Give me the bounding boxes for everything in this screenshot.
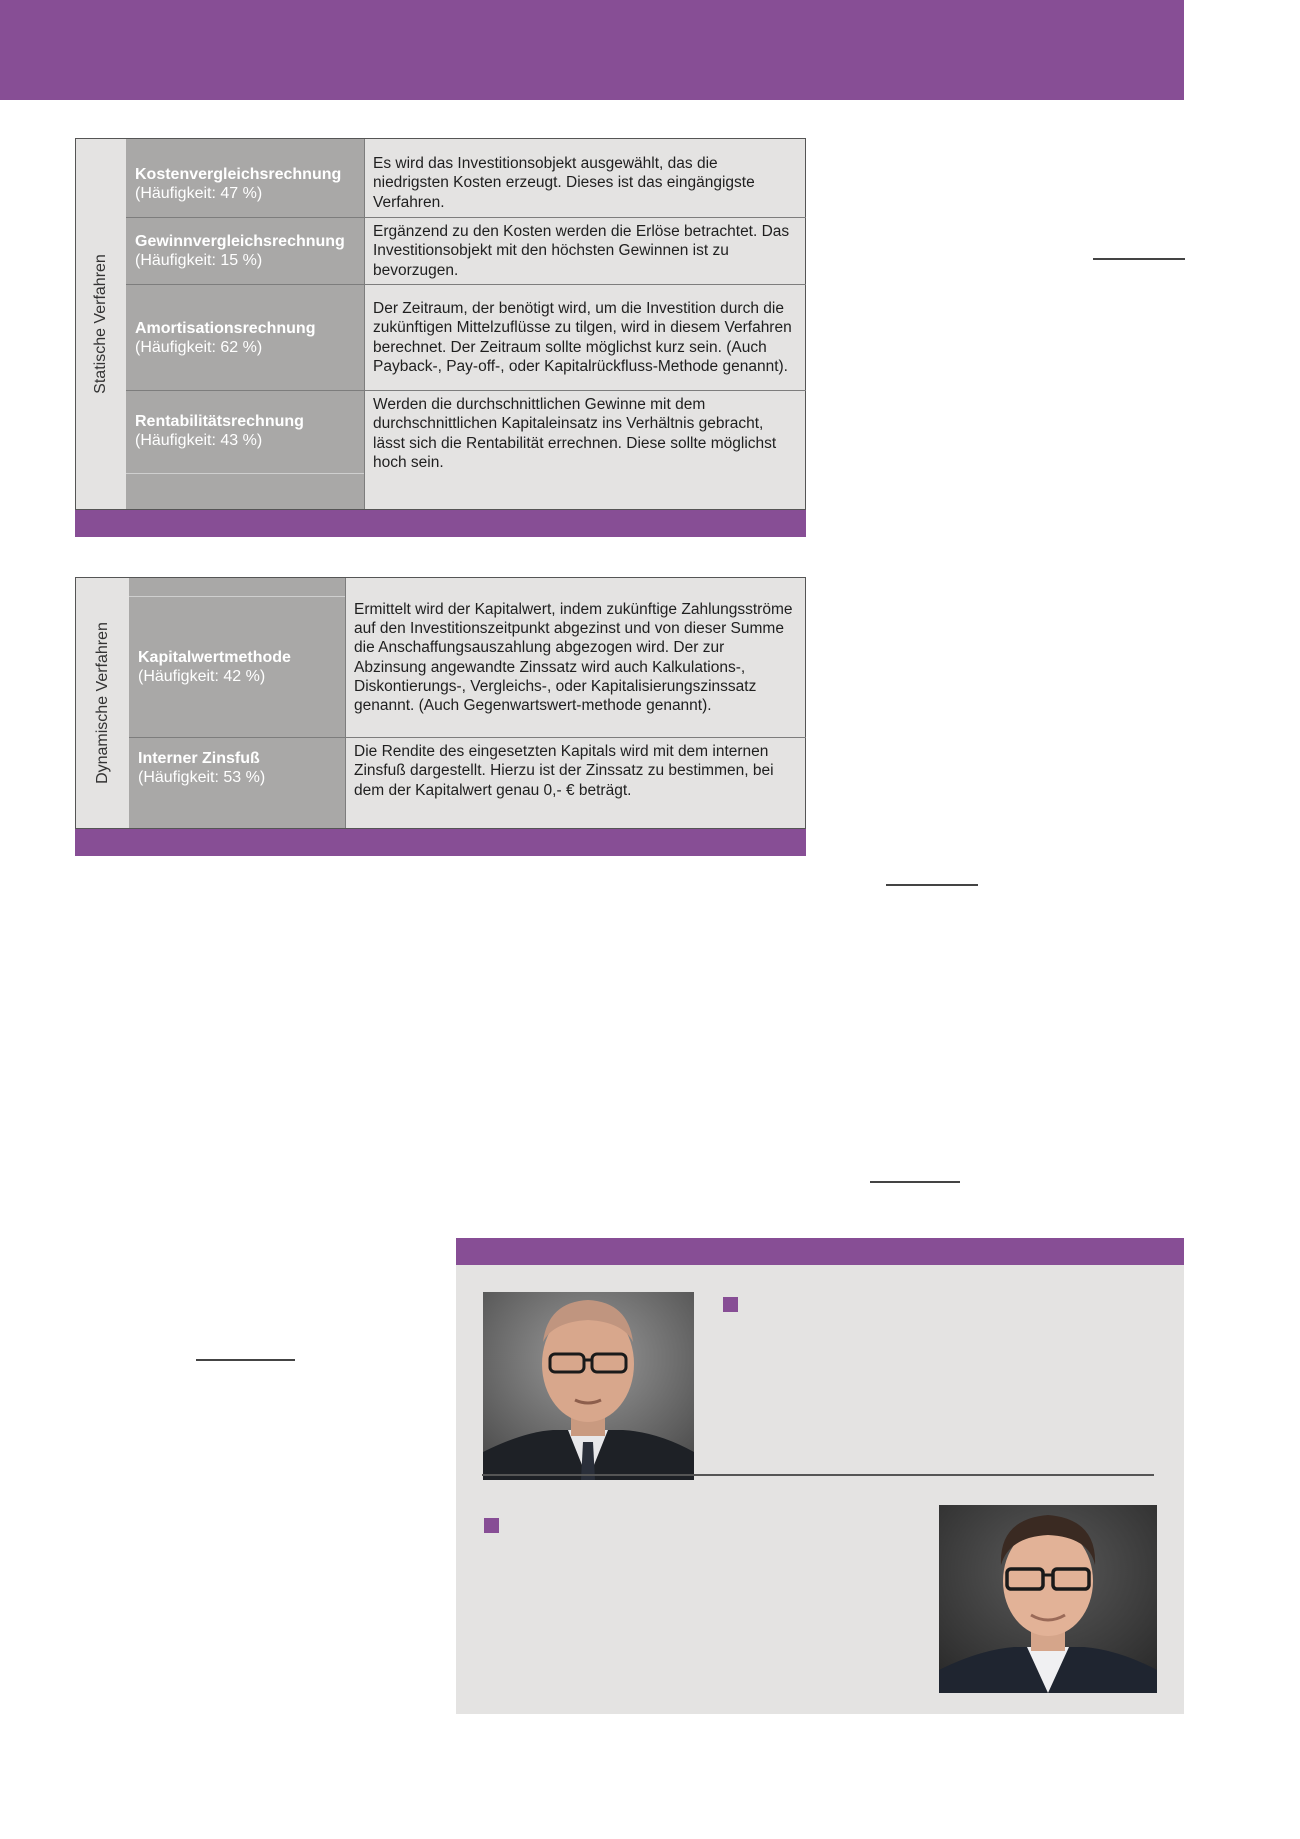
method-description: Es wird das Investitionsobjekt ausgewählt, das die niedrigsten Kosten erzeugt. Dieses ist das eingängigste Verfahren. xyxy=(373,155,755,211)
bullet-marker xyxy=(723,1297,738,1312)
method-name: Amortisationsrechnung xyxy=(135,319,316,337)
table-row xyxy=(126,139,806,218)
table-row xyxy=(126,285,806,391)
method-description: Der Zeitraum, der benötigt wird, um die Investition durch die zukünftigen Mittelzuflüsse zu tilgen, wird in diesem Verfahren berechnet. Der Zeitraum sollte möglichst kurz sein. (Auch Payback-, Pay-off-, oder Kapitalrückfluss-Methode genannt). xyxy=(373,299,792,375)
bullet-marker xyxy=(484,1518,499,1533)
method-name: Rentabilitätsrechnung xyxy=(135,413,304,430)
dynamic-table-footer-bar xyxy=(75,829,806,856)
underline-mark xyxy=(886,884,978,886)
method-frequency: (Häufigkeit: 47 %) xyxy=(135,185,263,202)
underline-mark xyxy=(870,1181,960,1183)
static-sidebar-label: Statische Verfahren xyxy=(92,254,109,394)
method-description: Werden die durchschnittlichen Gewinne mit dem durchschnittlichen Kapitaleinsatz ins Verhältnis gebracht, lässt sich die Rentabilität errechnen. Diese sollte möglichst hoch sein. xyxy=(373,396,777,471)
method-description: Ermittelt wird der Kapitalwert, indem zukünftige Zahlungsströme auf den Investitionszeitpunkt abgezinst und von dieser Summe die Anschaffungsauszahlung abgezogen wird. Der zur Abzinsung angewandte Zinssatz wird auch Kalkulations-, Diskontierungs-, Vergleichs-, oder Kapitalisierungszinssatz genannt. (Auch Gegenwartswert-methode genannt). xyxy=(354,600,793,715)
dynamic-sidebar xyxy=(76,578,130,828)
author-photo-1 xyxy=(483,1292,694,1480)
method-description: Die Rendite des eingesetzten Kapitals wird mit dem internen Zinsfuß dargestellt. Hierzu ist der Zinssatz zu bestimmen, bei dem der Kapitalwert genau 0,- € beträgt. xyxy=(354,743,774,799)
table-row xyxy=(129,738,806,829)
method-frequency: (Häufigkeit: 53 %) xyxy=(138,769,266,786)
table-row xyxy=(126,218,806,285)
method-name: Interner Zinsfuß xyxy=(138,750,260,767)
method-description: Ergänzend zu den Kosten werden die Erlöse betrachtet. Das Investitionsobjekt mit den höchsten Gewinnen ist zu bevorzugen. xyxy=(373,223,790,279)
method-frequency: (Häufigkeit: 42 %) xyxy=(138,667,266,685)
static-table-footer-bar xyxy=(75,510,806,537)
underline-mark xyxy=(196,1359,295,1361)
author-photo-2 xyxy=(939,1505,1157,1693)
table-row xyxy=(129,578,806,738)
underline-mark xyxy=(1093,258,1185,260)
table-row xyxy=(126,391,806,510)
static-sidebar xyxy=(76,139,127,509)
dynamic-sidebar-label: Dynamische Verfahren xyxy=(93,622,111,784)
author-box-header-band xyxy=(456,1238,1184,1265)
method-frequency: (Häufigkeit: 15 %) xyxy=(135,252,263,269)
divider xyxy=(126,473,364,474)
author-divider xyxy=(482,1474,1154,1476)
static-methods-table xyxy=(75,138,806,510)
header-band xyxy=(0,0,1184,100)
method-frequency: (Häufigkeit: 43 %) xyxy=(135,432,263,449)
method-name: Kostenvergleichsrechnung xyxy=(135,166,342,183)
dynamic-methods-table xyxy=(75,577,806,829)
method-frequency: (Häufigkeit: 62 %) xyxy=(135,338,263,356)
method-name: Kapitalwertmethode xyxy=(138,648,291,666)
method-name: Gewinnvergleichsrechnung xyxy=(135,233,345,250)
